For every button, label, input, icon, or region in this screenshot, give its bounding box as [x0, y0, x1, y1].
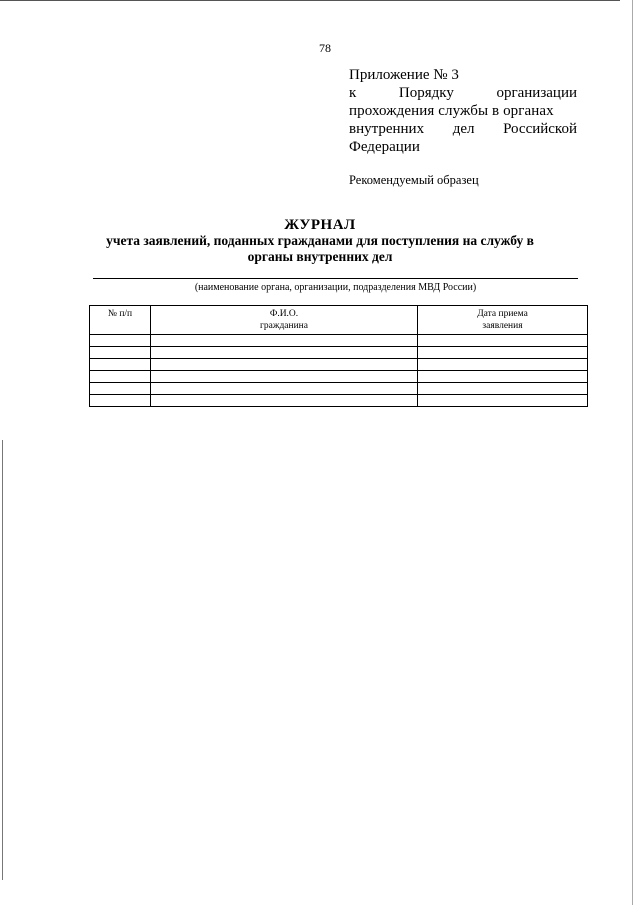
journal-title: ЖУРНАЛ [284, 217, 356, 233]
table-cell [151, 335, 418, 347]
scan-edge-top [0, 0, 620, 1]
header-full-name: Ф.И.О. гражданина [151, 306, 418, 335]
appendix-word: к [349, 85, 357, 101]
table-cell [90, 335, 151, 347]
organization-caption: (наименование органа, организации, подразделения МВД России) [194, 282, 477, 293]
table-cell [90, 383, 151, 395]
appendix-line-4 [349, 120, 577, 138]
page-number: 78 [319, 41, 331, 55]
table-cell [90, 395, 151, 407]
appendix-line-2 [349, 84, 577, 102]
table-row [90, 395, 588, 407]
table-cell [418, 335, 588, 347]
table-row [90, 347, 588, 359]
table-cell [90, 359, 151, 371]
table-cell [151, 371, 418, 383]
register-table [89, 305, 588, 407]
appendix-line-3: прохождения службы в органах [349, 103, 554, 119]
table-cell [418, 359, 588, 371]
table-cell [90, 347, 151, 359]
appendix-word: внутренних [349, 121, 425, 137]
table-cell [418, 371, 588, 383]
appendix-word: дел [452, 121, 475, 137]
header-date-received: Дата приема заявления [418, 306, 588, 335]
table-row [90, 335, 588, 347]
appendix-word: организации [496, 85, 577, 101]
sample-label: Рекомендуемый образец [349, 173, 479, 187]
scan-edge-left [2, 440, 3, 880]
table-row [90, 359, 588, 371]
table-cell [90, 371, 151, 383]
appendix-word: Российской [503, 121, 577, 137]
table-cell [151, 383, 418, 395]
scan-edge-right [632, 0, 633, 905]
table-cell [151, 395, 418, 407]
table-cell [151, 359, 418, 371]
header-number: № п/п [90, 306, 151, 335]
appendix-block [349, 66, 577, 156]
table-cell [418, 383, 588, 395]
appendix-word: Порядку [398, 85, 454, 101]
table-cell [418, 395, 588, 407]
journal-subtitle: учета заявлений, поданных гражданами для поступления на службу в органы внутренних дел [106, 233, 534, 264]
organization-name-line [93, 278, 578, 279]
table-cell [418, 347, 588, 359]
table-cell [151, 347, 418, 359]
appendix-line-5: Федерации [349, 139, 420, 155]
table-header-row [90, 306, 588, 335]
table-row [90, 371, 588, 383]
table-row [90, 383, 588, 395]
appendix-line-1: Приложение № 3 [349, 67, 459, 83]
